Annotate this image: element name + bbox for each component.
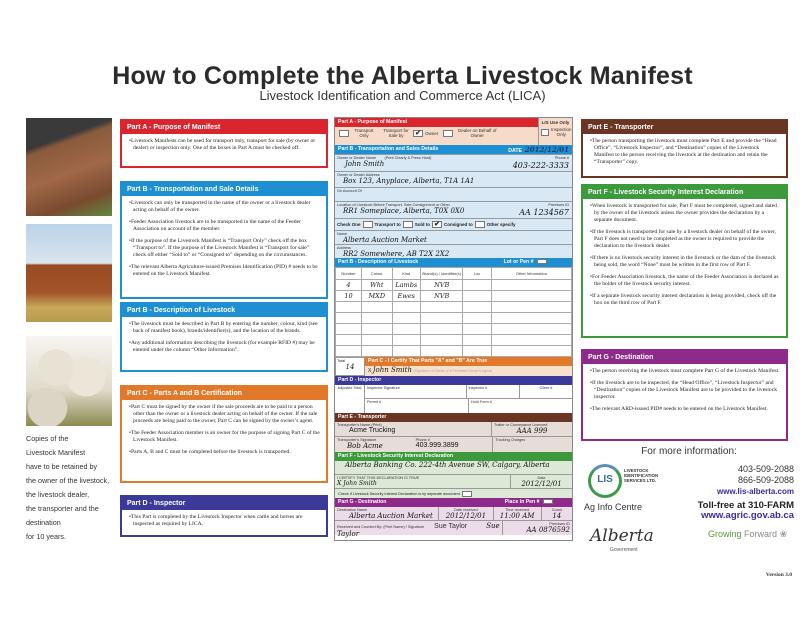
form-part-c: Total 14 Part C - I Certify That Parts "A" and "B" Are True X John Smith (Signature of Owner or if Permitted Owner's Agent) [335,357,572,376]
transport-to-checkbox[interactable] [403,221,413,228]
contact-info [580,446,798,586]
part-d-panel: Part D - Inspector • This Part is completed by the Livestock Inspector when cattle and horses are inspected as required by LICA. [120,495,328,537]
sold-to-checkbox[interactable]: ✔ [432,221,442,228]
table-row [336,302,572,313]
transport-only-checkbox[interactable] [339,130,349,137]
lis-logo-icon: LIS [588,464,622,498]
agric-website-link[interactable]: www.agric.gov.ab.ca [701,510,794,521]
panel-title: Part E - Transporter [583,121,786,134]
part-g-panel: Part G - Destination • The person receiving the livestock must complete Part G of the Livestock Manifest. • If the livestock are to be inspected, the “Head Office”, “Livestock Inspector” and “Destination” copies of the Livestock Manifest are to be provided to the livestock inspector. • The relevant ARD-issued PID# needs to be entered on the Livestock Manifest. [581,349,788,441]
form-part-d: Part D - Inspector Adjusted Total Inspector Signature Inspector # Client # Permit # Hold Form # [335,376,572,413]
form-part-a: Part A - Purpose of Manifest Transport Only Transport for Sale by ✔ Owner Dealer on Behalf of Owner LIS Use Only Inspection Only [335,118,572,145]
dealer-checkbox[interactable] [443,130,453,137]
lis-website-link[interactable]: www.lis-alberta.com [716,487,794,496]
part-f-panel: Part F - Livestock Security Interest Declaration • When livestock is transported for sale, Part F must be completed, signed and dated by the owner of the livestock unless the owner provides the declaration by a separate document. • If the livestock is transported for sale by a livestock dealer on behalf of the owner, Part F does not need to be completed as the owner is required to provide the declaration to the livestock dealer. • If there is no livestock security interest in the livestock or the dam of the livestock being sold, the word “None” must be written in the first row of Part F. • For Feeder Association livestock, the name of the Feeder Association is declared as the holder of the livestock security interest. • If a separate livestock security interest declaration is being provided, check off the box on the third row of Part F. [581,184,788,338]
form-part-e: Part E - Transporter Transporter's Name (Print) Acme Trucking Trailer or Conveyance Licence# AAA 999 Transporter's Signature Bob Acme Phone # 403.999.3899 Trucking Charges [335,413,572,452]
check-none-box[interactable] [363,221,373,228]
alberta-logo: Alberta [590,526,654,546]
panel-title: Part B - Description of Livestock [122,304,326,317]
part-c-panel: Part C - Parts A and B Certification • Part C must be signed by the owner if the sale proceeds are to be paid to a person other than the owner or a livestock dealer acting on behalf of the owner. If the sale proceeds are being paid to the owner, Part C can be signed by the owner’s agent. • The Feeder Association member is an owner for the purpose of signing Part C of the Livestock Manifest. • Parts A, B and C must be completed before the livestock is transported. [120,385,328,483]
sample-manifest-form [334,117,573,541]
panel-title: Part B - Transportation and Sale Details [122,183,326,196]
panel-title: Part A - Purpose of Manifest [122,121,326,134]
form-livestock-description: Part B - Description of Livestock Lot or Pen # Number Colour Kind Brand(s) / Identifier(s) Loc Other Information 4 Wht Lambs NVB 10 MXD Ewes NVB [335,258,572,357]
cow-photo [26,118,112,216]
table-row [336,335,572,346]
part-b-description-panel: Part B - Description of Livestock • The livestock must be described in Part B by entering the number, colour, kind (see back of manifest book), brands/identifier(s), and the location of the brands. • Any additional information describing the livestock (for example RFID #) may be entered under the column “Other Information”. [120,302,328,372]
livestock-table: Number Colour Kind Brand(s) / Identifier(s) Loc Other Information 4 Wht Lambs NVB 10 MXD Ewes NVB [335,267,572,357]
lis-name: LIVESTOCK IDENTIFICATION SERVICES LTD. [624,468,659,483]
part-a-panel: Part A - Purpose of Manifest • Livestock Manifests can be used for transport only, transport for sale (by owner or dealer) or inspection only. One of the boxes in Part A must be checked off. [120,119,328,168]
table-row [336,313,572,324]
form-part-g: Part G - Destination Place in Pen # Destination Name Alberta Auction Market Date received 2012/12/01 Time received 11:00 AM Count 14 Received and Counted By: (Print Name) / Signature Sue Taylor Sue Taylor Premises ID AA 0876592 [337,499,570,538]
panel-title: Part D - Inspector [122,497,326,510]
page-subtitle: Livestock Identification and Commerce Act (LICA) [259,88,546,103]
table-row: 10 MXD Ewes NVB [336,291,572,302]
agric-contact: Toll-free at 310-FARM www.agric.gov.ab.ca [697,500,794,521]
lot-pen-field[interactable] [537,259,547,264]
inspection-only-checkbox[interactable] [541,129,549,136]
table-row: 4 Wht Lambs NVB [336,280,572,291]
owner-checkbox[interactable]: ✔ [413,130,423,137]
place-pen-field[interactable] [543,499,553,504]
panel-title: Part C - Parts A and B Certification [122,387,326,400]
horse-photo [26,224,112,322]
panel-title: Part G - Destination [583,351,786,364]
alberta-government-label: Government [610,547,638,553]
growing-forward-logo: Growing Forward ❀ [708,529,788,539]
retention-note: Copies of the Livestock Manifest have to be retained by the owner of the livestock, the livestock dealer, the transporter and the destination for 10 years. [26,434,110,541]
sheep-photo [26,336,112,426]
table-row [336,324,572,335]
part-b-transport-panel: Part B - Transportation and Sale Details • Livestock can only be transported in the name of the owner or a livestock dealer acting on behalf of the owner. • Feeder Association livestock are to be transported in the name of the Feeder Association on account of the member. • If the purpose of the Livestock Manifest is “Transport Only” check off the box “Transport to”. If the purpose of the Livestock Manifest is “Transport for sale” check off either “Sold to” or “Consigned to” depending on the circumstances. • The relevant Alberta Agriculture-issued Premises Identification (PID) # needs to be entered on the Livestock Manifest. [120,181,328,299]
part-e-panel: Part E - Transporter • The person transporting the livestock must complete Part E and provide the “Head Office”, “Livestock Inspector”, and “Destination” copies of the Livestock Manifest to the person receiving the livestock at the destination and retain the “Transporter” copy. [581,119,788,178]
form-part-b: Part B - Transportation and Sales Details DATE 2012/12/01 Owner or Dealer Name (Print Clearly & Press Hard) John Smith Phone # 403-222-3333 Owner or Dealer Address Box 123, Anyplace, Alberta, T1A 1A1 On Account Of Location of Livestock Before Transport, Sale Consignment or Other RR1 Someplace, Alberta, T0X 0X0 Premises ID AA 1234567 Check One Transport to Sold to ✔ Consigned to Other specify Name Alberta Auction Market Address RR2 Somewhere, AB T2X 2X2 [335,145,572,258]
table-row [336,346,572,357]
lis-contact: 403-509-2088 866-509-2088 www.lis-alberta.com [716,464,794,496]
more-info-heading: For more information: [641,446,737,457]
page-title: How to Complete the Alberta Livestock Manifest [112,62,693,90]
ag-info-centre: Ag Info Centre [584,502,643,512]
consigned-to-checkbox[interactable] [475,221,485,228]
form-part-f: Part F - Livestock Security Interest Declaration Alberta Banking Co. 222-4th Avenue SW, Calgary, Alberta I CERTIFY THAT THIS DECLARATION IS TRUE X John Smith Date 2012/12/01 Check if Livestock Security Interest Declaration is by separate document [335,452,572,498]
maple-leaf-icon: ❀ [779,529,788,539]
panel-title: Part F - Livestock Security Interest Declaration [583,186,786,199]
version-label: Version 3.0 [765,572,792,578]
separate-document-checkbox[interactable] [462,491,472,497]
